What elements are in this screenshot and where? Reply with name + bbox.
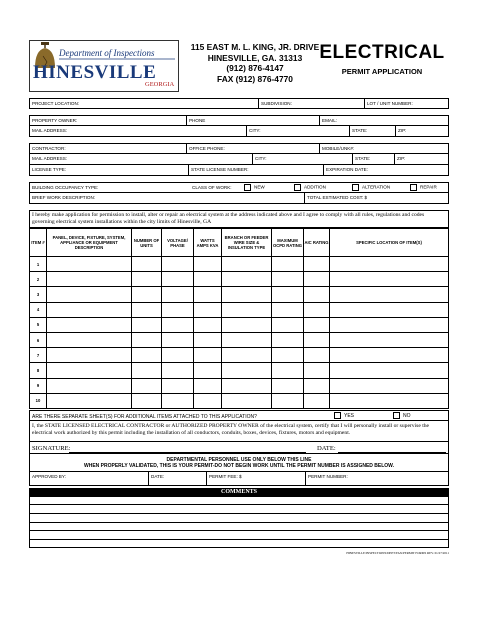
owner-mail-address-field[interactable]: MAIL ADDRESS: xyxy=(32,128,68,133)
item-cell[interactable] xyxy=(162,272,194,287)
item-cell[interactable] xyxy=(304,287,330,302)
item-cell[interactable] xyxy=(194,363,222,378)
col-item: ITEM # xyxy=(30,229,47,257)
item-number: 3 xyxy=(30,287,47,302)
item-cell[interactable] xyxy=(194,302,222,317)
item-cell[interactable] xyxy=(330,378,449,393)
col-voltage-phase: VOLTAGE/ PHASE xyxy=(162,229,194,257)
license-type-field[interactable]: LICENSE TYPE: xyxy=(32,167,67,172)
item-cell[interactable] xyxy=(47,317,132,332)
item-cell[interactable] xyxy=(304,317,330,332)
contractor-zip-field[interactable]: ZIP: xyxy=(394,154,448,164)
item-cell[interactable] xyxy=(272,378,304,393)
no-checkbox[interactable] xyxy=(393,412,400,419)
item-cell[interactable] xyxy=(222,257,272,272)
date-line xyxy=(338,452,446,453)
col-number-units: NUMBER OF UNITS xyxy=(132,229,162,257)
item-cell[interactable] xyxy=(162,317,194,332)
address-line: 115 EAST M. L. KING, JR. DRIVE xyxy=(190,42,320,52)
item-cell[interactable] xyxy=(194,317,222,332)
item-cell[interactable] xyxy=(47,302,132,317)
total-cost-field[interactable]: TOTAL ESTIMATED COST: $ xyxy=(304,193,448,203)
item-cell[interactable] xyxy=(272,363,304,378)
comment-line[interactable] xyxy=(29,531,449,540)
item-number: 8 xyxy=(30,363,47,378)
item-cell[interactable] xyxy=(222,332,272,347)
new-checkbox[interactable] xyxy=(244,184,251,191)
item-cell[interactable] xyxy=(162,287,194,302)
table-row xyxy=(30,272,449,287)
item-cell[interactable] xyxy=(272,348,304,363)
item-cell[interactable] xyxy=(47,332,132,347)
brief-description-field[interactable]: BRIEF WORK DESCRIPTION: xyxy=(32,195,96,200)
item-cell[interactable] xyxy=(47,393,132,408)
certification-statement: I, the STATE LICENSED ELECTRICAL CONTRACTOR or AUTHORIZED PROPERTY OWNER of the electrical system, certify that I will personally install or supervise the electrical work authorized by this permit including the installation of all conductors, conduits, boxes, devices, fixtures, motors and equipment. xyxy=(29,421,449,442)
item-number: 2 xyxy=(30,272,47,287)
item-cell[interactable] xyxy=(132,317,162,332)
item-cell[interactable] xyxy=(304,302,330,317)
item-cell[interactable] xyxy=(222,348,272,363)
comment-line[interactable] xyxy=(29,514,449,523)
item-cell[interactable] xyxy=(272,287,304,302)
item-cell[interactable] xyxy=(330,287,449,302)
table-row xyxy=(30,257,449,272)
expiration-date-field[interactable]: EXPIRATION DATE: xyxy=(323,165,448,175)
office-phone-field[interactable]: OFFICE PHONE: xyxy=(186,144,319,153)
comment-line[interactable] xyxy=(29,497,449,506)
item-cell[interactable] xyxy=(330,272,449,287)
svg-text:Department of Inspections: Department of Inspections xyxy=(59,48,155,58)
item-number: 1 xyxy=(30,257,47,272)
item-cell[interactable] xyxy=(162,378,194,393)
item-cell[interactable] xyxy=(194,378,222,393)
item-cell[interactable] xyxy=(162,393,194,408)
item-cell[interactable] xyxy=(194,257,222,272)
separate-sheets-question: ARE THERE SEPARATE SHEET(S) FOR ADDITIONAL ITEMS ATTACHED TO THIS APPLICATION? xyxy=(32,413,257,420)
fax-line: FAX (912) 876-4770 xyxy=(217,73,293,84)
item-cell[interactable] xyxy=(194,393,222,408)
item-cell[interactable] xyxy=(272,257,304,272)
owner-city-field[interactable]: CITY: xyxy=(246,126,349,136)
form-header xyxy=(29,40,449,94)
item-cell[interactable] xyxy=(304,363,330,378)
item-cell[interactable] xyxy=(330,363,449,378)
yes-option[interactable]: YES xyxy=(334,412,354,419)
item-cell[interactable] xyxy=(330,302,449,317)
item-cell[interactable] xyxy=(194,332,222,347)
item-cell[interactable] xyxy=(330,348,449,363)
project-location-row xyxy=(29,98,449,109)
permit-form xyxy=(29,40,449,555)
item-cell[interactable] xyxy=(222,302,272,317)
owner-address-row xyxy=(29,126,449,137)
addition-option[interactable]: ADDITION xyxy=(294,184,326,191)
item-cell[interactable] xyxy=(222,287,272,302)
table-row xyxy=(30,302,449,317)
permit-fee-field[interactable]: PERMIT FEE: $ xyxy=(206,472,305,485)
title-electrical: ELECTRICAL xyxy=(319,42,445,63)
table-row xyxy=(30,393,449,408)
project-location-field[interactable]: PROJECT LOCATION: xyxy=(32,101,80,106)
item-cell[interactable] xyxy=(47,287,132,302)
item-cell[interactable] xyxy=(132,257,162,272)
item-number: 5 xyxy=(30,317,47,332)
item-cell[interactable] xyxy=(330,393,449,408)
item-cell[interactable] xyxy=(47,348,132,363)
item-cell[interactable] xyxy=(330,257,449,272)
contractor-mail-address-field[interactable]: MAIL ADDRESS: xyxy=(32,156,68,161)
license-row xyxy=(29,165,449,176)
comments-area[interactable] xyxy=(29,497,449,549)
lot-unit-field[interactable]: LOT / UNIT NUMBER: xyxy=(364,99,448,108)
col-ocpd-rating: MAXIMUM OCPD RATING xyxy=(272,229,304,257)
item-cell[interactable] xyxy=(304,272,330,287)
form-title xyxy=(312,42,452,76)
item-cell[interactable] xyxy=(222,393,272,408)
work-description-row xyxy=(29,193,449,204)
dept-notice-line2: WHEN PROPERLY VALIDATED, THIS IS YOUR PERMIT-DO NOT BEGIN WORK UNTIL THE PERMIT NUMBER IS ASSIGNED BELOW. xyxy=(83,462,395,469)
item-cell[interactable] xyxy=(47,272,132,287)
signature-field[interactable]: SIGNATURE: xyxy=(32,444,71,452)
contractor-city-field[interactable]: CITY: xyxy=(252,154,352,164)
contractor-field[interactable]: CONTRACTOR: xyxy=(32,146,66,151)
svg-text:GEORGIA: GEORGIA xyxy=(145,81,175,88)
table-row xyxy=(30,332,449,347)
item-cell[interactable] xyxy=(162,348,194,363)
item-cell[interactable] xyxy=(194,348,222,363)
item-cell[interactable] xyxy=(132,363,162,378)
contractor-row xyxy=(29,143,449,154)
permit-number-field[interactable]: PERMIT NUMBER: xyxy=(305,472,448,485)
item-cell[interactable] xyxy=(222,378,272,393)
owner-zip-field[interactable]: ZIP: xyxy=(395,126,448,136)
col-location: SPECIFIC LOCATION OF ITEM(S) xyxy=(330,229,449,257)
comment-line[interactable] xyxy=(29,540,449,549)
item-number: 6 xyxy=(30,332,47,347)
col-description: PANEL, DEVICE, FIXTURE, SYSTEM, APPLIANCE OR EQUIPMENT DESCRIPTION xyxy=(47,229,132,257)
statement-block xyxy=(29,210,449,228)
addition-checkbox[interactable] xyxy=(294,184,301,191)
item-cell[interactable] xyxy=(304,378,330,393)
mobile-field[interactable]: MOBILE/UNK#: xyxy=(319,144,448,153)
table-row xyxy=(30,378,449,393)
approval-row xyxy=(29,472,449,486)
items-table xyxy=(29,228,449,409)
comments-header: COMMENTS xyxy=(29,488,449,497)
property-owner-field[interactable]: PROPERTY OWNER: xyxy=(32,118,78,123)
item-cell[interactable] xyxy=(304,257,330,272)
col-aic-rating: AIC RATING xyxy=(304,229,330,257)
item-cell[interactable] xyxy=(272,317,304,332)
yes-checkbox[interactable] xyxy=(334,412,341,419)
item-cell[interactable] xyxy=(162,302,194,317)
item-cell[interactable] xyxy=(222,363,272,378)
alteration-option[interactable]: ALTERATION xyxy=(352,184,390,191)
col-wire-size: BRANCH OR FEEDER WIRE SIZE & INSULATION TYPE xyxy=(222,229,272,257)
signature-row xyxy=(29,442,449,454)
owner-email-field[interactable]: EMAIL: xyxy=(319,116,448,125)
item-cell[interactable] xyxy=(132,287,162,302)
item-cell[interactable] xyxy=(47,257,132,272)
table-row xyxy=(30,363,449,378)
no-option[interactable]: NO xyxy=(393,412,411,419)
item-cell[interactable] xyxy=(194,287,222,302)
item-cell[interactable] xyxy=(222,272,272,287)
office-address xyxy=(185,42,325,84)
item-cell[interactable] xyxy=(132,302,162,317)
svg-text:HINESVILLE: HINESVILLE xyxy=(33,62,157,83)
owner-row xyxy=(29,115,449,126)
owner-phone-field[interactable]: PHONE xyxy=(186,116,319,125)
item-cell[interactable] xyxy=(330,332,449,347)
contractor-address-row xyxy=(29,154,449,165)
table-row xyxy=(30,348,449,363)
item-cell[interactable] xyxy=(304,332,330,347)
item-cell[interactable] xyxy=(272,332,304,347)
item-cell[interactable] xyxy=(222,317,272,332)
new-option[interactable]: NEW xyxy=(244,184,265,191)
signature-date-field[interactable]: DATE: xyxy=(317,444,336,452)
item-cell[interactable] xyxy=(47,363,132,378)
owner-state-field[interactable]: STATE: xyxy=(349,126,395,136)
approval-date-field[interactable]: DATE: xyxy=(148,472,206,485)
item-cell[interactable] xyxy=(304,348,330,363)
item-cell[interactable] xyxy=(162,257,194,272)
repair-checkbox[interactable] xyxy=(410,184,417,191)
address-line: HINESVILLE, GA. 31313 xyxy=(207,52,303,63)
item-cell[interactable] xyxy=(304,393,330,408)
comment-line[interactable] xyxy=(29,505,449,514)
signature-line xyxy=(69,452,306,453)
item-number: 9 xyxy=(30,378,47,393)
item-cell[interactable] xyxy=(132,348,162,363)
item-cell[interactable] xyxy=(132,332,162,347)
col-watts-amps-kva: WATTS AMPS KVA xyxy=(194,229,222,257)
item-cell[interactable] xyxy=(47,378,132,393)
item-cell[interactable] xyxy=(132,378,162,393)
item-cell[interactable] xyxy=(132,272,162,287)
comment-line[interactable] xyxy=(29,523,449,532)
occupancy-row xyxy=(29,182,449,193)
subdivision-field[interactable]: SUBDIVISION: xyxy=(258,99,364,108)
item-cell[interactable] xyxy=(162,363,194,378)
separate-sheets-row xyxy=(29,410,449,421)
application-statement: I hereby make application for permission to install, alter or repair an electrical system at the address indicated above and I agree to comply with all rules, regulations and codes governing electrical system installations within the city limits of Hinesville, GA xyxy=(29,211,449,228)
approved-by-field[interactable]: APPROVED BY: xyxy=(32,473,66,479)
contractor-state-field[interactable]: STATE: xyxy=(352,154,394,164)
table-row xyxy=(30,287,449,302)
item-cell[interactable] xyxy=(132,393,162,408)
table-row xyxy=(30,317,449,332)
form-footer: HINESVILLE/INSPECTIONS/DEPT/FAX/PERMIT FORMS REV. 01/27/2011 xyxy=(346,551,449,556)
item-cell[interactable] xyxy=(162,332,194,347)
item-number: 7 xyxy=(30,348,47,363)
occupancy-type-field[interactable]: BUILDING OCCUPANCY TYPE: xyxy=(32,185,99,190)
dept-notice-line1: DEPARTMENTAL PERSONNEL USE ONLY BELOW THIS LINE xyxy=(166,456,312,463)
items-header-row xyxy=(30,229,449,257)
alteration-checkbox[interactable] xyxy=(352,184,359,191)
item-cell[interactable] xyxy=(272,272,304,287)
item-number: 10 xyxy=(30,393,47,408)
item-cell[interactable] xyxy=(330,317,449,332)
class-of-work: CLASS OF WORK: NEW ADDITION ALTERATION REPAIR xyxy=(192,184,437,190)
repair-option[interactable]: REPAIR xyxy=(410,184,437,191)
state-license-field[interactable]: STATE LICENSE NUMBER: xyxy=(188,165,323,175)
city-logo xyxy=(29,40,179,92)
departmental-notice xyxy=(29,454,449,472)
phone-line: (912) 876-4147 xyxy=(226,63,284,74)
item-cell[interactable] xyxy=(194,272,222,287)
item-cell[interactable] xyxy=(272,393,304,408)
subtitle-permit-application: PERMIT APPLICATION xyxy=(341,67,423,76)
item-number: 4 xyxy=(30,302,47,317)
item-cell[interactable] xyxy=(272,302,304,317)
